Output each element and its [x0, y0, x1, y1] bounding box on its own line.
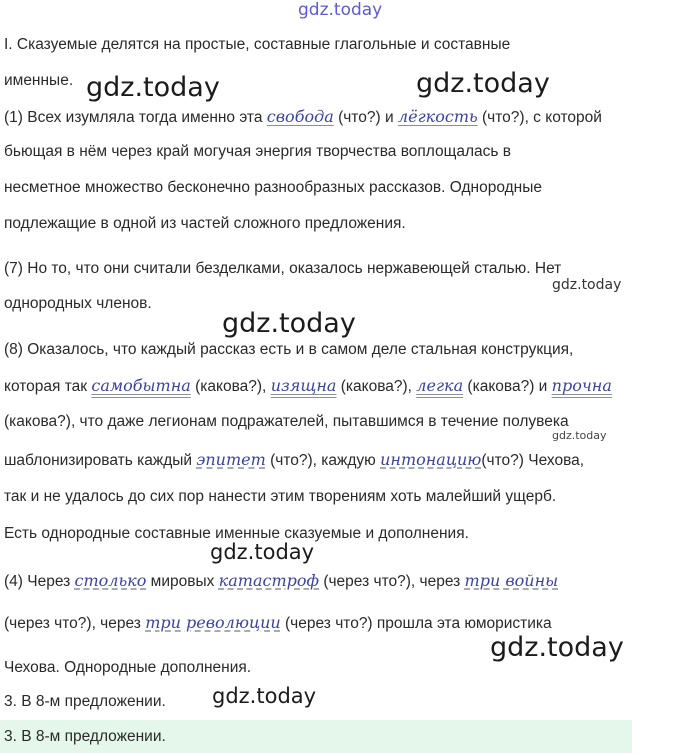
text-span: (через что?) прошла эта юмористика — [280, 615, 552, 632]
text-span: (какова?), — [190, 378, 271, 395]
text-line: бьющая в нём через край могучая энергия творчества воплощалась в — [4, 143, 512, 160]
watermark: gdz.today — [552, 429, 607, 442]
handwritten-word: изящна — [270, 376, 337, 395]
text-span: (что?), с которой — [477, 109, 602, 126]
watermark: gdz.today — [222, 308, 356, 339]
answer-text: 3. В 8-м предложении. — [4, 693, 166, 710]
text-span: (через что?), через — [4, 615, 146, 632]
answer-highlight — [0, 720, 632, 753]
text-line: подлежащие в одной из частей сложного предложения. — [4, 215, 406, 232]
watermark: gdz.today — [416, 68, 550, 99]
text-line — [4, 450, 584, 470]
text-span: которая так — [4, 378, 92, 395]
watermark: gdz.today — [490, 632, 624, 663]
text-line: именные. — [4, 72, 74, 89]
text-line: (7) Но то, что они считали безделками, оказалось нержавеющей сталью. Нет — [4, 260, 562, 277]
text-span: (что?) и — [333, 109, 398, 126]
text-line — [4, 613, 552, 633]
watermark: gdz.today — [552, 277, 622, 293]
text-line: так и не удалось до сих пор нанести этим творениям хоть малейший ущерб. — [4, 488, 557, 505]
handwritten-word: самобытна — [91, 376, 191, 395]
watermark: gdz.today — [86, 72, 220, 103]
text-span: мировых — [146, 573, 219, 590]
text-line — [4, 107, 602, 127]
handwritten-word: прочна — [551, 376, 612, 395]
text-span: (какова?) и — [463, 378, 552, 395]
text-line: (8) Оказалось, что каждый рассказ есть и в самом деле стальная конструкция, — [4, 341, 574, 358]
text-line — [4, 376, 612, 396]
text-line: однородных членов. — [4, 295, 152, 312]
handwritten-word: лёгкость — [397, 107, 478, 126]
handwritten-word: свобода — [266, 107, 334, 126]
handwritten-word: столько — [74, 571, 147, 590]
handwritten-word: интонацию — [380, 450, 482, 469]
handwritten-word: эпитет — [196, 450, 266, 469]
text-line: Есть однородные составные именные сказуемые и дополнения. — [4, 525, 469, 542]
text-span: шаблонизировать каждый — [4, 452, 197, 469]
watermark: gdz.today — [210, 540, 315, 564]
handwritten-word: легка — [416, 376, 464, 395]
text-span: (что?), каждую — [265, 452, 381, 469]
text-span: (4) Через — [4, 573, 75, 590]
text-line: Чехова. Однородные дополнения. — [4, 659, 252, 676]
text-span: (какова?), — [336, 378, 417, 395]
text-span: (1) Всех изумляла тогда именно эта — [4, 109, 267, 126]
text-line — [4, 571, 558, 591]
text-line: (какова?), что даже легионам подражателей, пытавшимся в течение полувека — [4, 413, 569, 430]
watermark-top: gdz.today — [298, 0, 383, 20]
text-span: (что?) Чехова, — [481, 452, 585, 469]
text-line: I. Сказуемые делятся на простые, составные глагольные и составные — [4, 36, 511, 53]
handwritten-word: катастроф — [218, 571, 320, 590]
handwritten-word: три войны — [464, 571, 559, 590]
watermark: gdz.today — [212, 684, 317, 708]
text-span: (через что?), через — [319, 573, 465, 590]
text-line: несметное множество бесконечно разнообразных рассказов. Однородные — [4, 179, 542, 196]
handwritten-word: три революции — [145, 613, 281, 632]
answer-highlight-text: 3. В 8-м предложении. — [4, 728, 166, 745]
